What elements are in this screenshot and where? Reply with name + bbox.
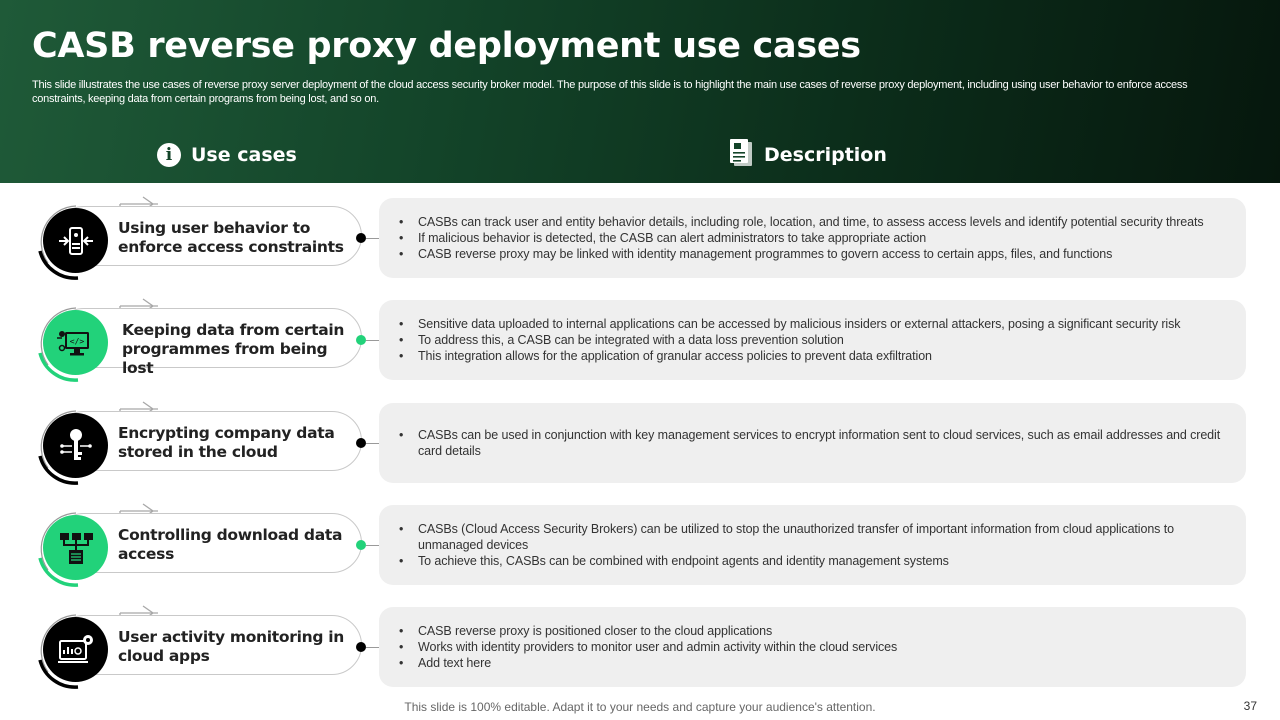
bullet-item: • CASBs (Cloud Access Security Brokers) can be utilized to stop the unauthorized transfer of important information from cloud applications to unmanaged devices bbox=[399, 521, 1224, 553]
bullet-item: • Works with identity providers to monitor user and admin activity within the cloud services bbox=[399, 639, 897, 655]
bullet-item: • Sensitive data uploaded to internal applications can be accessed by malicious insiders or external attackers, posing a significant security risk bbox=[399, 316, 1180, 332]
description-box bbox=[379, 198, 1246, 278]
connector-dot bbox=[356, 335, 366, 345]
document-icon bbox=[728, 138, 754, 173]
page-number: 37 bbox=[1243, 699, 1257, 713]
use-case-row bbox=[0, 298, 1280, 390]
connector-dot bbox=[356, 438, 366, 448]
column-header-label: Use cases bbox=[191, 144, 297, 166]
use-case-label: Encrypting company data stored in the cloud bbox=[118, 424, 335, 461]
column-header-use-cases bbox=[157, 140, 297, 170]
connector-line bbox=[366, 238, 380, 239]
bullet-list bbox=[379, 427, 1246, 459]
description-box bbox=[379, 300, 1246, 380]
digital-key-icon bbox=[43, 413, 108, 478]
bullet-list bbox=[379, 521, 1246, 569]
use-case-row bbox=[0, 503, 1280, 595]
description-box bbox=[379, 505, 1246, 585]
use-case-label: Controlling download data access bbox=[118, 526, 343, 563]
use-case-row bbox=[0, 401, 1280, 493]
bullet-item: • CASB reverse proxy is positioned closer to the cloud applications bbox=[399, 623, 897, 639]
bullet-item: • CASB reverse proxy may be linked with identity management programmes to govern access to certain apps, files, and functions bbox=[399, 246, 1204, 262]
header-banner bbox=[0, 0, 1280, 183]
use-case-row bbox=[0, 196, 1280, 288]
connector-line bbox=[366, 647, 380, 648]
monitoring-icon bbox=[43, 617, 108, 682]
code-monitor-icon bbox=[43, 310, 108, 375]
connector-line bbox=[366, 443, 380, 444]
use-case-label: Using user behavior to enforce access constraints bbox=[118, 219, 344, 256]
bullet-list bbox=[379, 214, 1226, 262]
data-flow-icon bbox=[43, 515, 108, 580]
bullet-item: • To address this, a CASB can be integrated with a data loss prevention solution bbox=[399, 332, 1180, 348]
description-box bbox=[379, 607, 1246, 687]
bullet-list bbox=[379, 623, 919, 671]
info-icon: i bbox=[157, 143, 181, 167]
description-box bbox=[379, 403, 1246, 483]
connector-dot bbox=[356, 233, 366, 243]
bullet-item: • CASBs can track user and entity behavior details, including role, location, and time, to assess access levels and identify potential security threats bbox=[399, 214, 1204, 230]
bullet-item: • To achieve this, CASBs can be combined with endpoint agents and identity management systems bbox=[399, 553, 1224, 569]
bullet-item: • CASBs can be used in conjunction with key management services to encrypt information sent to cloud services, such as email addresses and credit card details bbox=[399, 427, 1224, 459]
user-behavior-icon bbox=[43, 208, 108, 273]
bullet-item: • Add text here bbox=[399, 655, 897, 671]
bullet-list bbox=[379, 316, 1202, 364]
use-case-label: Keeping data from certain programmes from being lost bbox=[122, 321, 345, 377]
column-header-label: Description bbox=[764, 144, 887, 166]
connector-dot bbox=[356, 540, 366, 550]
bullet-item: • This integration allows for the application of granular access policies to prevent data exfiltration bbox=[399, 348, 1180, 364]
svg-text:</>: </> bbox=[69, 336, 84, 346]
connector-line bbox=[366, 340, 380, 341]
use-case-label: User activity monitoring in cloud apps bbox=[118, 628, 344, 665]
slide-subtitle: This slide illustrates the use cases of reverse proxy server deployment of the cloud access security broker model. The purpose of this slide is to highlight the main use cases of reverse proxy deployment, including using user behavior to enforce access constraints, keeping data from certain programs from being lost, and so on. bbox=[32, 79, 1188, 105]
footer-note: This slide is 100% editable. Adapt it to your needs and capture your audience's attention. bbox=[404, 700, 876, 714]
bullet-item: • If malicious behavior is detected, the CASB can alert administrators to take appropriate action bbox=[399, 230, 1204, 246]
connector-dot bbox=[356, 642, 366, 652]
connector-line bbox=[366, 545, 380, 546]
column-header-description bbox=[728, 140, 887, 170]
slide-title: CASB reverse proxy deployment use cases bbox=[32, 26, 861, 66]
use-case-row bbox=[0, 605, 1280, 697]
